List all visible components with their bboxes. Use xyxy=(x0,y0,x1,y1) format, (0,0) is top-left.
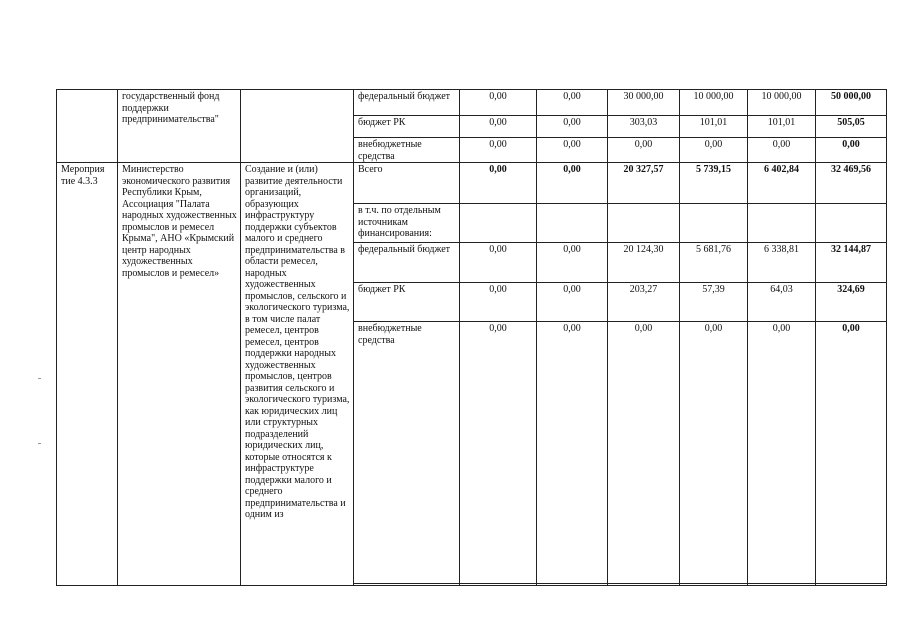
value-cell: 10 000,00 xyxy=(680,90,748,116)
value-cell: 0,00 xyxy=(460,138,537,163)
total-value-cell: 50 000,00 xyxy=(816,90,887,116)
source-cell: внебюджетные средства xyxy=(354,322,460,584)
value-cell: 0,00 xyxy=(460,283,537,322)
margin-mark xyxy=(38,378,41,379)
funding-table xyxy=(56,89,887,586)
table-row xyxy=(57,163,887,204)
measure-id-cell: Мероприя тие 4.3.3 xyxy=(57,163,118,586)
description-cell xyxy=(241,90,354,163)
value-cell: 6 338,81 xyxy=(748,243,816,283)
value-cell: 203,27 xyxy=(608,283,680,322)
total-value-cell: 0,00 xyxy=(816,138,887,163)
total-value-cell: 324,69 xyxy=(816,283,887,322)
total-value-cell: 0,00 xyxy=(816,322,887,584)
value-cell: 0,00 xyxy=(680,322,748,584)
measure-id-cell xyxy=(57,90,118,163)
executor-cell: Министерство экономического развития Республики Крым, Ассоциация "Палата народных художественных промыслов и ремесел Крыма", АНО «Крымский центр народных художественных промыслов и ремесел» xyxy=(118,163,241,586)
value-cell: 0,00 xyxy=(537,138,608,163)
value-cell: 0,00 xyxy=(460,90,537,116)
value-cell: 10 000,00 xyxy=(748,90,816,116)
total-value-cell: 32 144,87 xyxy=(816,243,887,283)
source-cell: федеральный бюджет xyxy=(354,243,460,283)
value-cell: 0,00 xyxy=(748,322,816,584)
value-cell: 101,01 xyxy=(748,116,816,138)
margin-mark xyxy=(38,443,41,444)
value-cell: 101,01 xyxy=(680,116,748,138)
value-cell: 0,00 xyxy=(537,90,608,116)
value-cell: 64,03 xyxy=(748,283,816,322)
source-cell: Всего xyxy=(354,163,460,204)
source-cell: в т.ч. по отдельным источникам финансирования: xyxy=(354,204,460,243)
value-cell: 0,00 xyxy=(460,322,537,584)
value-cell: 5 739,15 xyxy=(680,163,748,204)
value-cell: 20 327,57 xyxy=(608,163,680,204)
source-cell: федеральный бюджет xyxy=(354,90,460,116)
value-cell: 0,00 xyxy=(537,243,608,283)
value-cell: 0,00 xyxy=(537,283,608,322)
value-cell: 0,00 xyxy=(537,116,608,138)
source-cell: внебюджетные средства xyxy=(354,138,460,163)
value-cell: 5 681,76 xyxy=(680,243,748,283)
value-cell: 0,00 xyxy=(748,138,816,163)
value-cell: 0,00 xyxy=(608,138,680,163)
table-row xyxy=(57,90,887,116)
value-cell: 0,00 xyxy=(460,116,537,138)
value-cell: 20 124,30 xyxy=(608,243,680,283)
value-cell: 0,00 xyxy=(460,243,537,283)
value-cell: 0,00 xyxy=(537,163,608,204)
value-cell: 30 000,00 xyxy=(608,90,680,116)
source-cell: бюджет РК xyxy=(354,283,460,322)
value-cell: 0,00 xyxy=(460,163,537,204)
source-cell: бюджет РК xyxy=(354,116,460,138)
value-cell: 303,03 xyxy=(608,116,680,138)
value-cell: 0,00 xyxy=(680,138,748,163)
value-cell: 57,39 xyxy=(680,283,748,322)
executor-cell: государственный фонд поддержки предпринимательства" xyxy=(118,90,241,163)
value-cell: 6 402,84 xyxy=(748,163,816,204)
value-cell: 0,00 xyxy=(537,322,608,584)
value-cell: 0,00 xyxy=(608,322,680,584)
description-cell: Создание и (или) развитие деятельности организаций, образующих инфраструктуру поддержки субъектов малого и среднего предпринимательства в области ремесел, народных художественных промыслов, сельского и экологического туризма, в том числе палат ремесел, центров ремесел, центров поддержки народных художественных промыслов, центров развития сельского и экологического туризма, как юридических лиц или структурных подразделений юридических лиц, которые относятся к инфраструктуре поддержки малого и среднего предпринимательства и одним из xyxy=(241,163,354,586)
total-value-cell: 505,05 xyxy=(816,116,887,138)
total-value-cell: 32 469,56 xyxy=(816,163,887,204)
